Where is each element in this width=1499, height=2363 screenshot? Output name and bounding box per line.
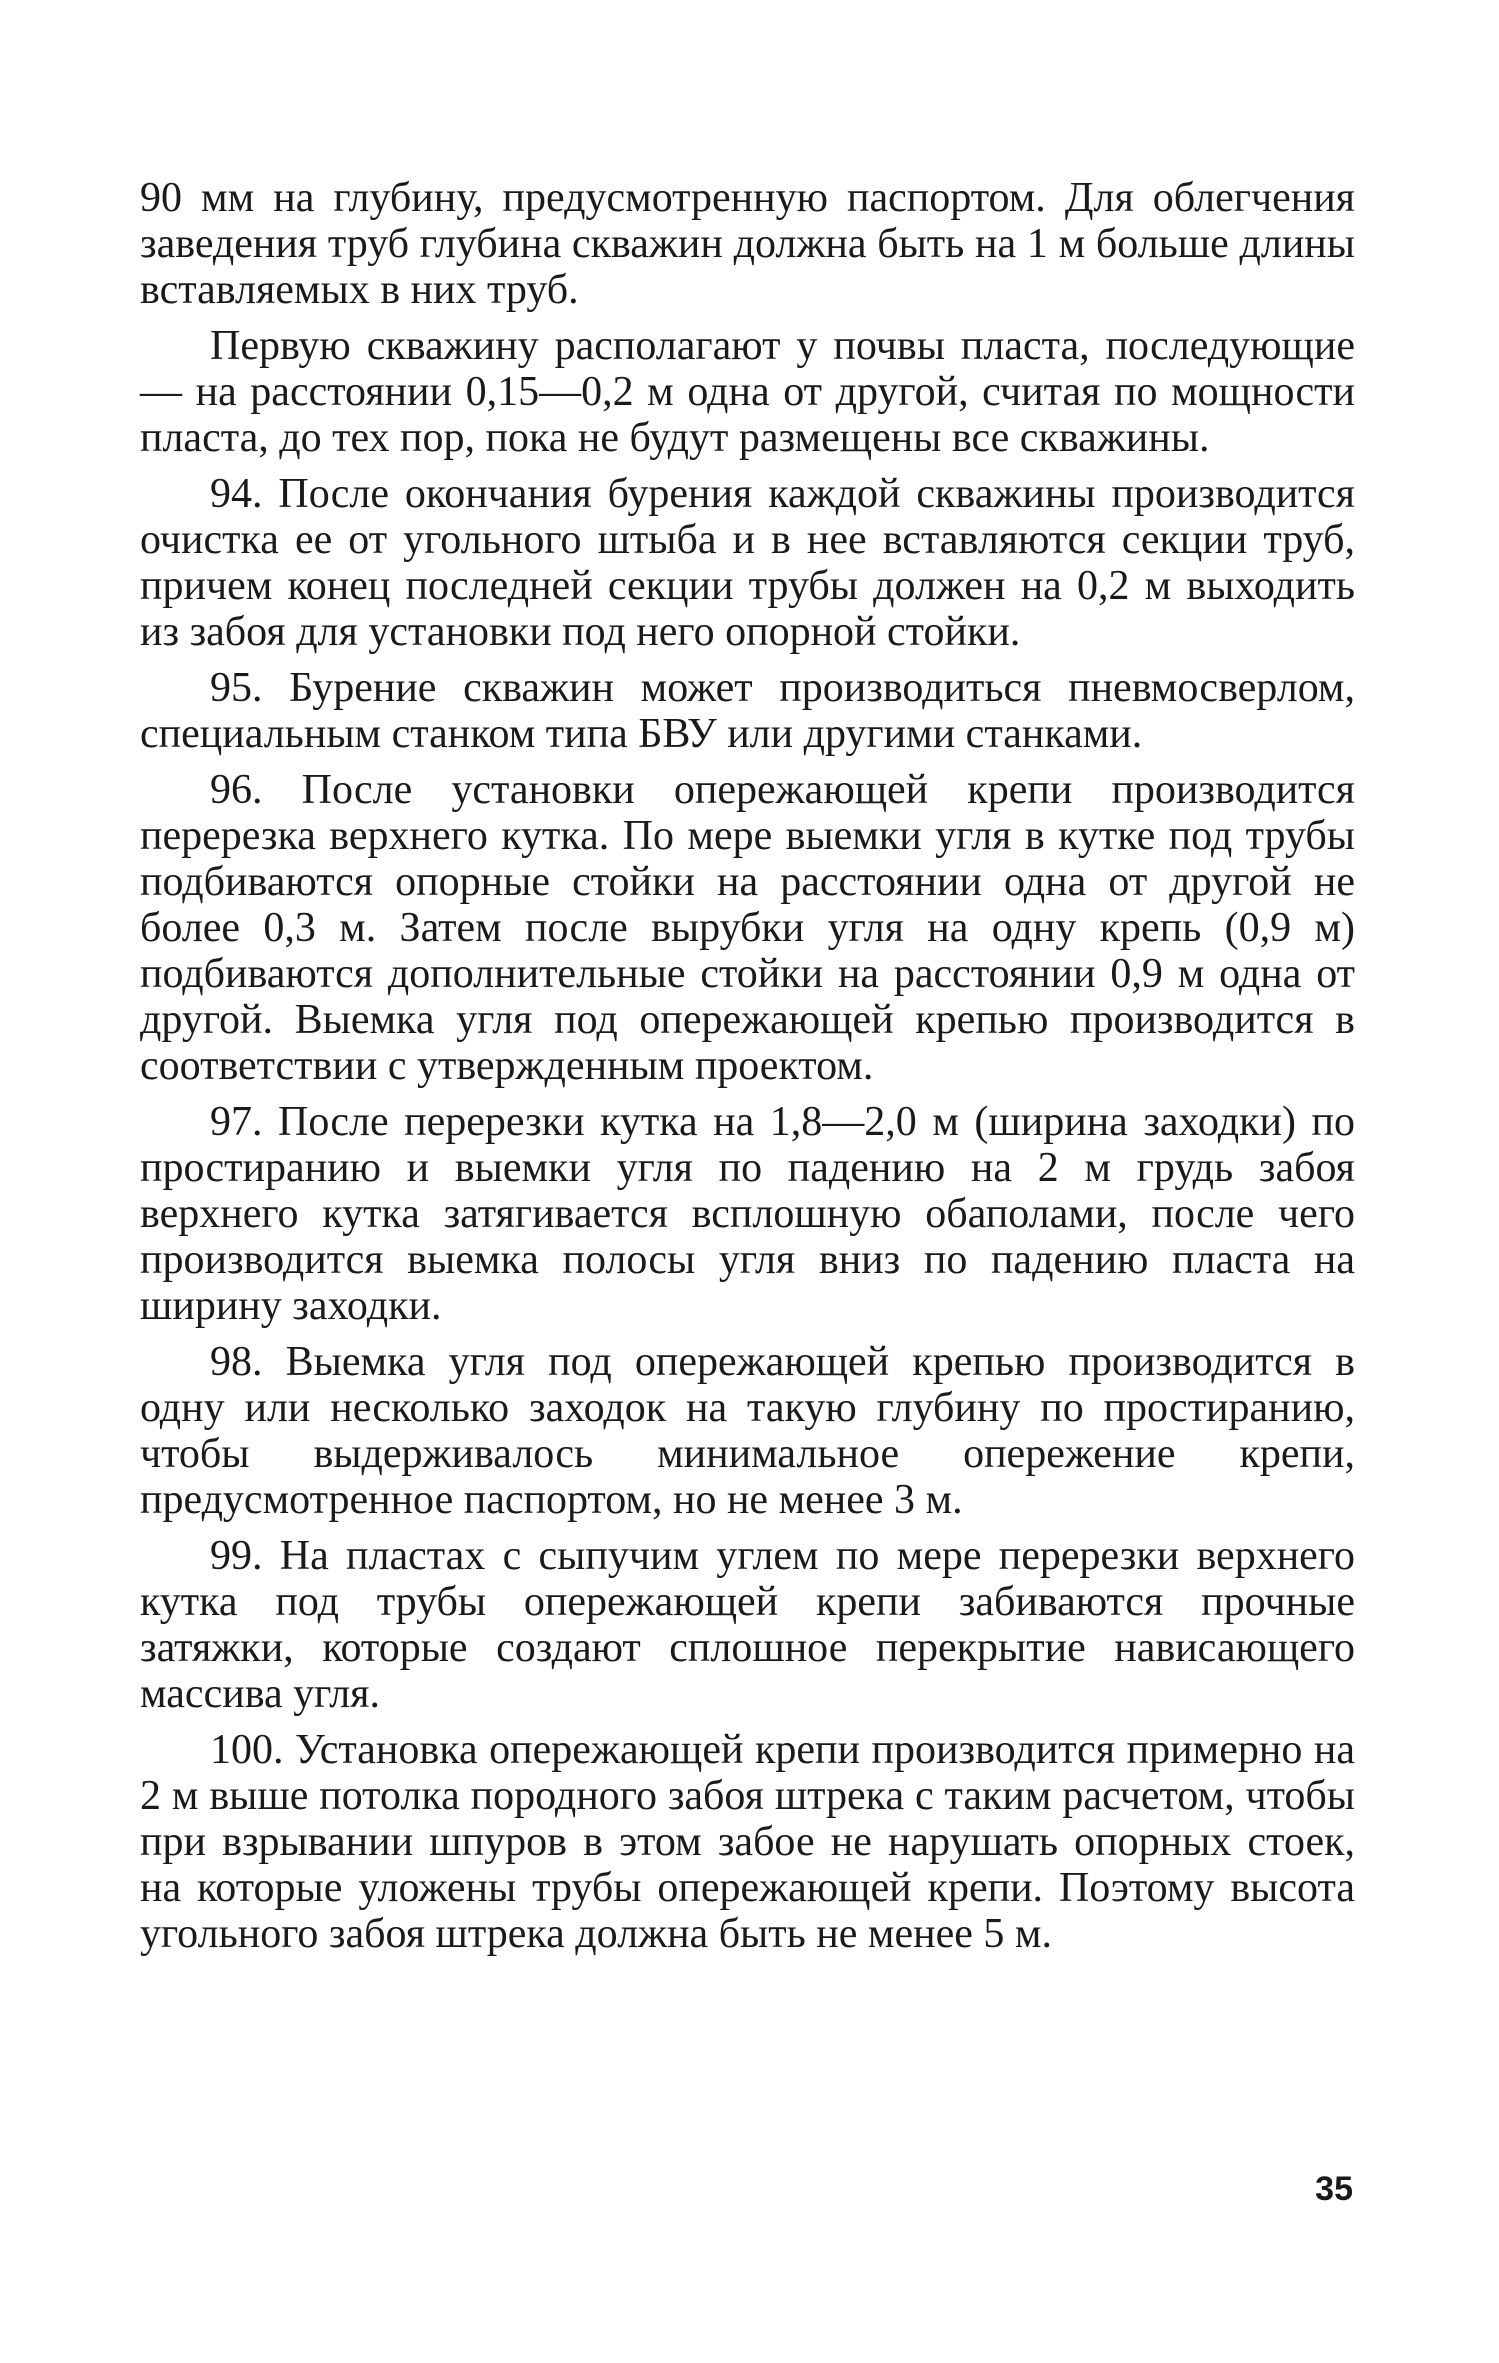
- paragraph-96: 96. После установки опережающей крепи производится перерезка верхнего кутка. По мере выемки угля в кутке под трубы подбиваются опорные стойки на расстоянии одна от другой не более 0,3 м. Затем после вырубки угля на одну крепь (0,9 м) подбиваются дополнительные стойки на расстоянии 0,9 м одна от другой. Выемка угля под опережающей крепью производится в соответствии с утвержденным проектом.: [140, 767, 1355, 1089]
- page-number: 35: [1315, 2170, 1353, 2208]
- paragraph-continuation: 90 мм на глубину, предусмотренную паспортом. Для облегчения заведения труб глубина скважин должна быть на 1 м больше длины вставляемых в них труб.: [140, 175, 1355, 313]
- paragraph-97: 97. После перерезки кутка на 1,8—2,0 м (ширина заходки) по простиранию и выемки угля по падению на 2 м грудь забоя верхнего кутка затягивается всплошную обаполами, после чего производится выемка полосы угля вниз по падению пласта на ширину заходки.: [140, 1099, 1355, 1329]
- paragraph-98: 98. Выемка угля под опережающей крепью производится в одну или несколько заходок на такую глубину по простиранию, чтобы выдерживалось минимальное опережение крепи, предусмотренное паспортом, но не менее 3 м.: [140, 1339, 1355, 1523]
- paragraph-100: 100. Установка опережающей крепи производится примерно на 2 м выше потолка породного забоя штрека с таким расчетом, чтобы при взрывании шпуров в этом забое не нарушать опорных стоек, на которые уложены трубы опережающей крепи. Поэтому высота угольного забоя штрека должна быть не менее 5 м.: [140, 1727, 1355, 1957]
- paragraph-99: 99. На пластах с сыпучим углем по мере перерезки верхнего кутка под трубы опережающей крепи забиваются прочные затяжки, которые создают сплошное перекрытие нависающего массива угля.: [140, 1533, 1355, 1717]
- paragraph-95: 95. Бурение скважин может производиться пневмосверлом, специальным станком типа БВУ или другими станками.: [140, 665, 1355, 757]
- paragraph-94: 94. После окончания бурения каждой скважины производится очистка ее от угольного штыба и в нее вставляются секции труб, причем конец последней секции трубы должен на 0,2 м выходить из забоя для установки под него опорной стойки.: [140, 471, 1355, 655]
- page-body: [140, 175, 1355, 1967]
- paragraph-first-borehole: Первую скважину располагают у почвы пласта, последующие — на расстоянии 0,15—0,2 м одна от другой, считая по мощности пласта, до тех пор, пока не будут размещены все скважины.: [140, 323, 1355, 461]
